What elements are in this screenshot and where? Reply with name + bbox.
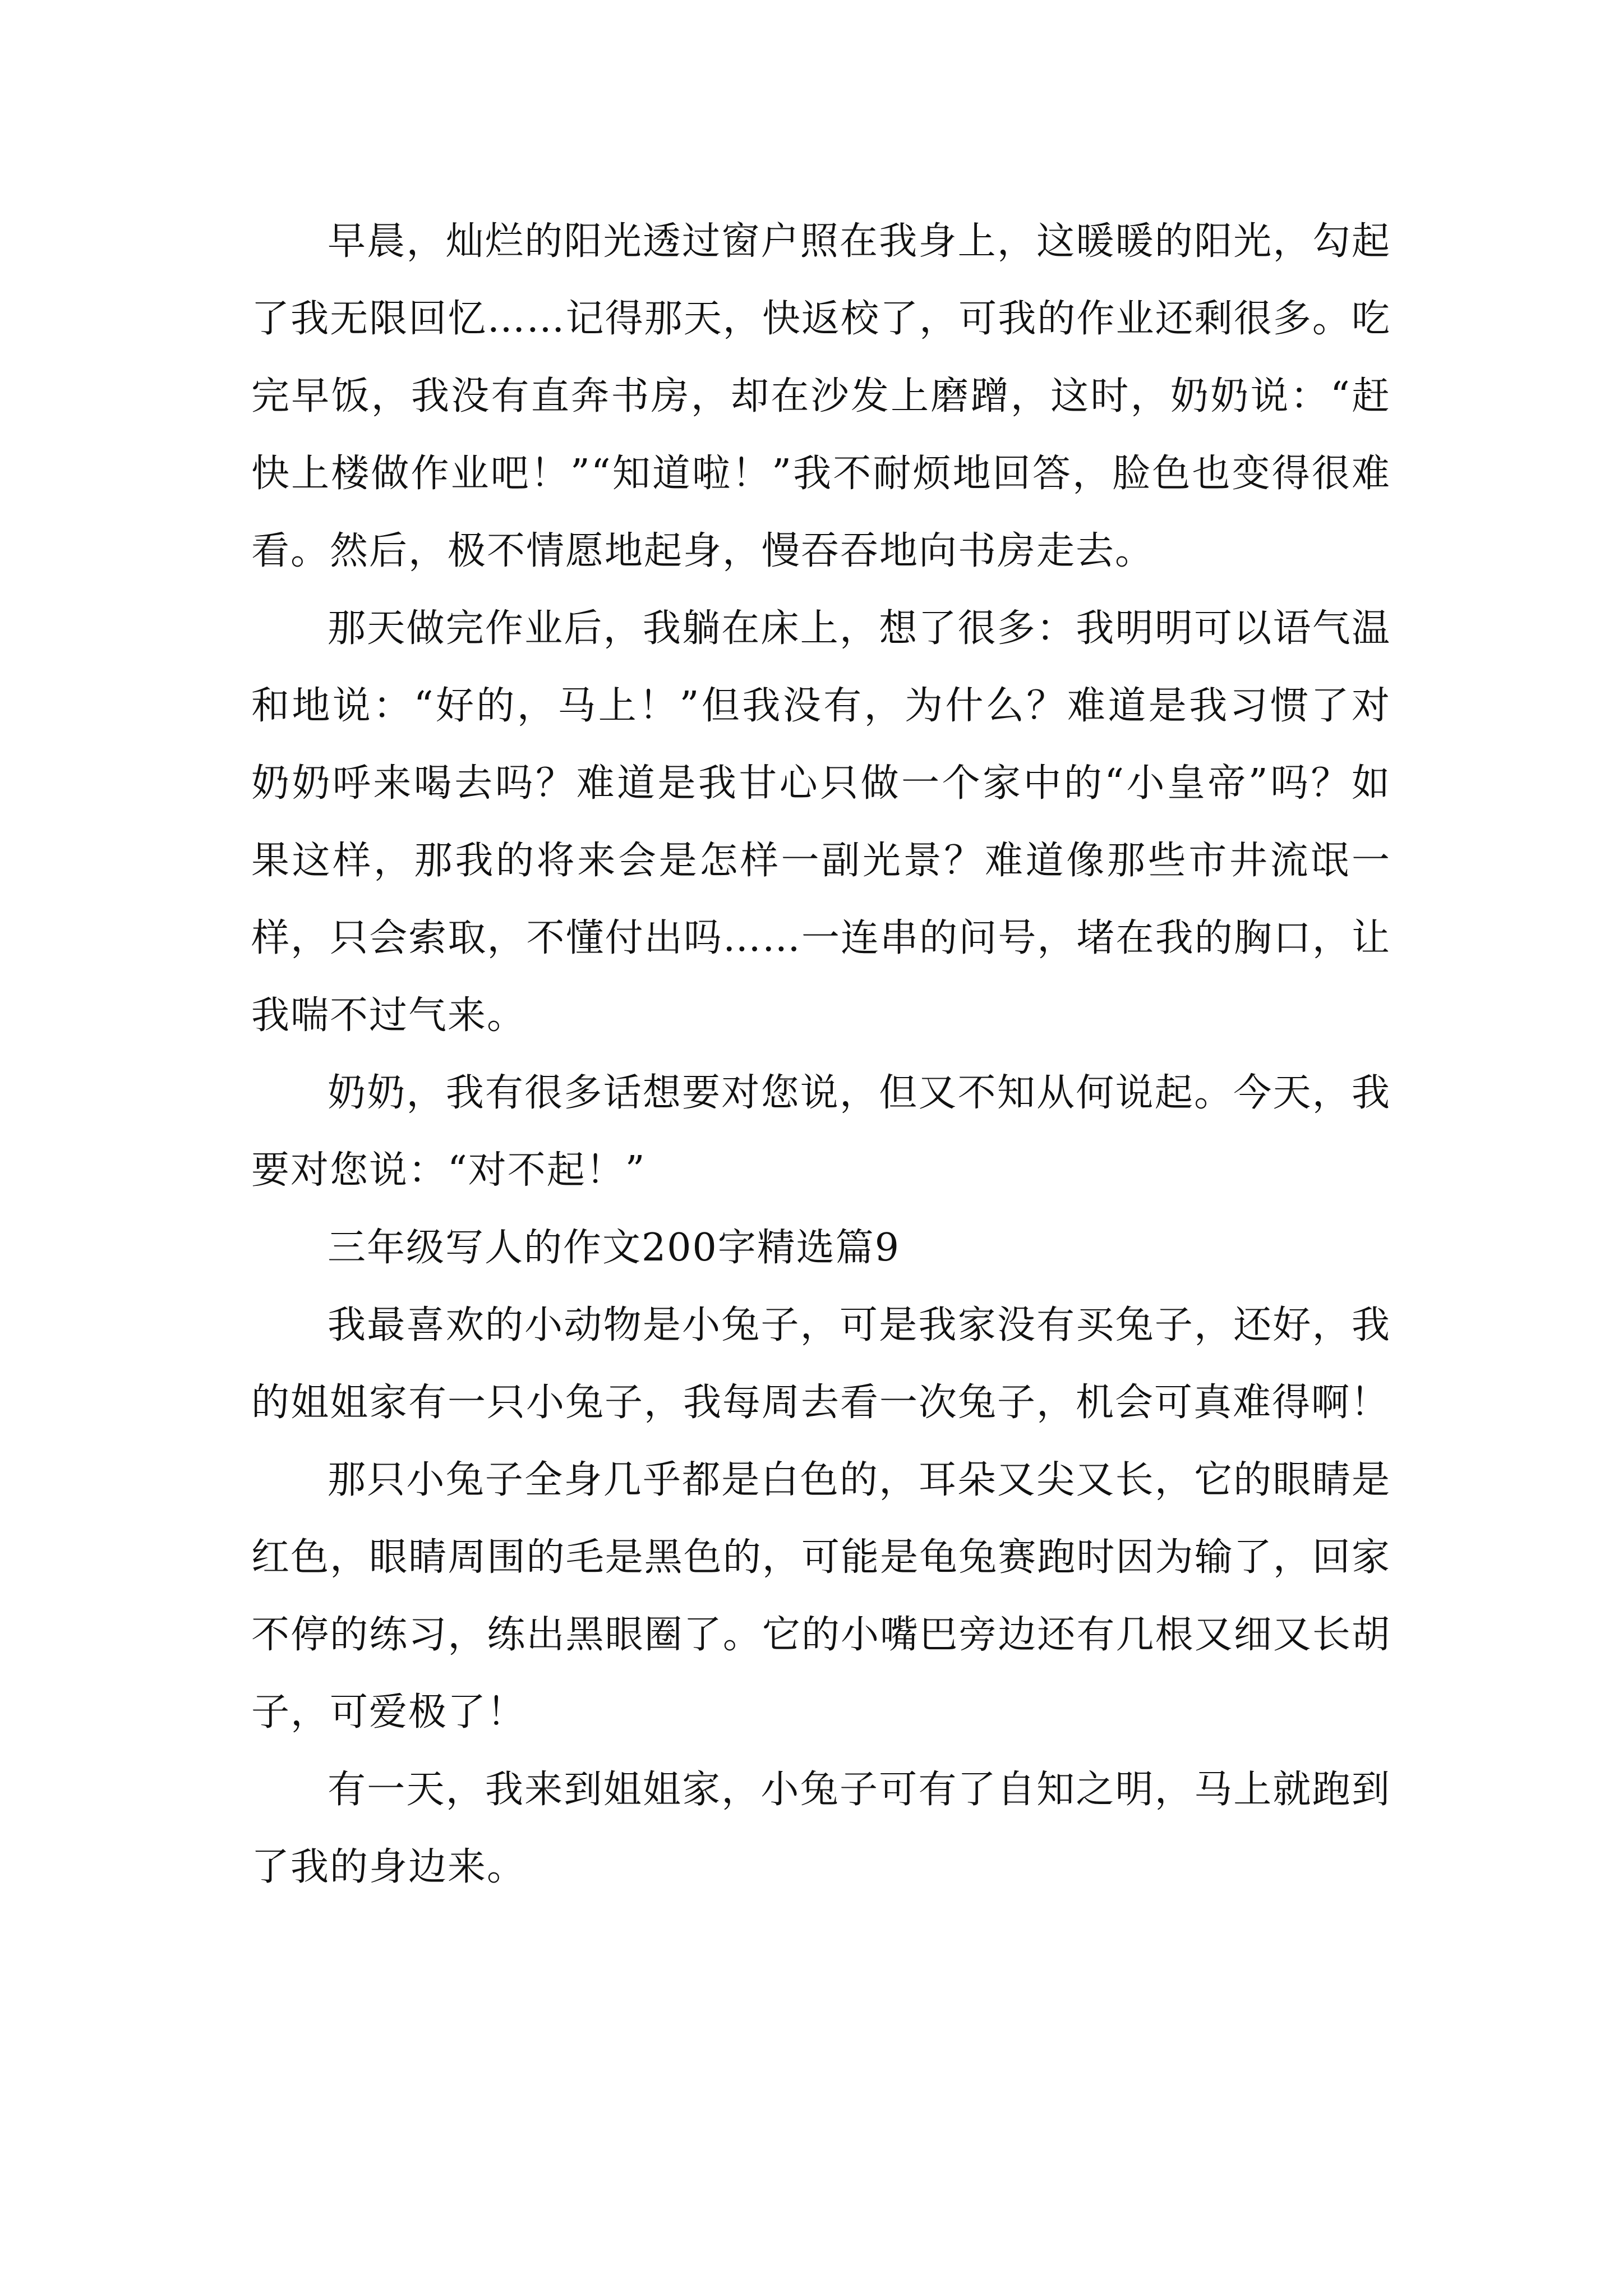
paragraph-5: 那只小兔子全身几乎都是白色的，耳朵又尖又长，它的眼睛是红色，眼睛周围的毛是黑色的，可能是龟兔赛跑时因为输了，回家不停的练习，练出黑眼圈了。它的小嘴巴旁边还有几根又细又长胡子，可爱极了！ xyxy=(251,1458,1391,1734)
section-heading: 三年级写人的作文200字精选篇9 xyxy=(328,1226,901,1270)
document-body xyxy=(251,203,1391,1906)
paragraph-2: 那天做完作业后，我躺在床上，想了很多：我明明可以语气温和地说：“好的，马上！”但我没有，为什么？难道是我习惯了对奶奶呼来喝去吗？难道是我甘心只做一个家中的“小皇帝”吗？如果这样，那我的将来会是怎样一副光景？难道像那些市井流氓一样，只会索取，不懂付出吗……一连串的问号，堵在我的胸口，让我喘不过气来。 xyxy=(251,606,1391,1038)
paragraph-6: 有一天，我来到姐姐家，小兔子可有了自知之明，马上就跑到了我的身边来。 xyxy=(251,1768,1391,1889)
paragraph-1: 早晨，灿烂的阳光透过窗户照在我身上，这暖暖的阳光，勾起了我无限回忆……记得那天，快返校了，可我的作业还剩很多。吃完早饭，我没有直奔书房，却在沙发上磨蹭，这时，奶奶说：“赶快上楼做作业吧！”“知道啦！”我不耐烦地回答，脸色也变得很难看。然后，极不情愿地起身，慢吞吞地向书房走去。 xyxy=(251,219,1391,573)
paragraph-4: 我最喜欢的小动物是小兔子，可是我家没有买兔子，还好，我的姐姐家有一只小兔子，我每周去看一次兔子，机会可真难得啊！ xyxy=(251,1303,1391,1425)
paragraph-3: 奶奶，我有很多话想要对您说，但又不知从何说起。今天，我要对您说：“对不起！” xyxy=(251,1071,1391,1193)
